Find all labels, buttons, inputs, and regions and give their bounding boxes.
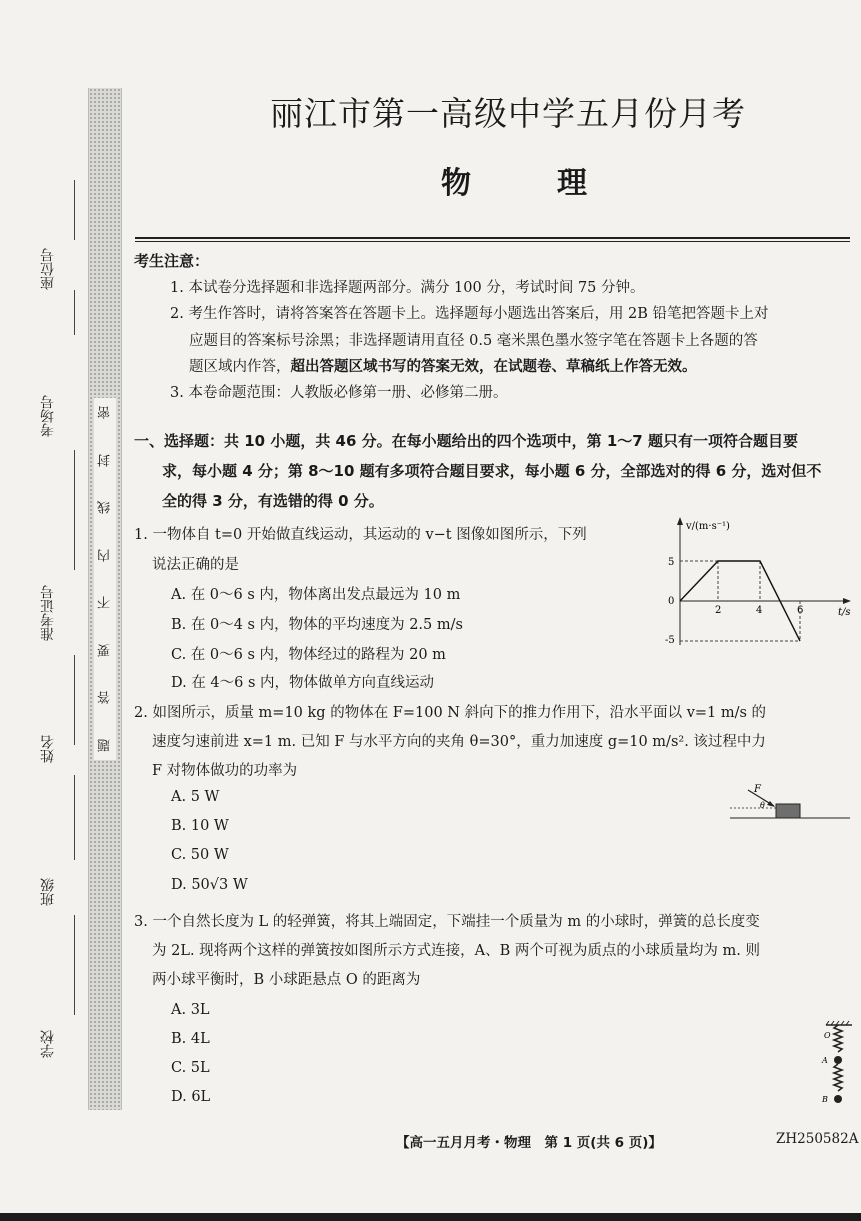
field-seat-line-2[interactable]	[74, 290, 75, 335]
field-name-label: 姓名	[40, 735, 56, 763]
q2-stem-line: F 对物体做功的功率为	[152, 763, 298, 779]
q3-stem: 3. 一个自然长度为 L 的轻弹簧，将其上端固定，下端挂一个质量为 m 的小球时，弹簧的总长度变	[134, 914, 760, 930]
q1-stem-line: 说法正确的是	[152, 557, 239, 573]
notice-item-bold: 超出答题区域书写的答案无效，在试题卷、草稿纸上作答无效。	[290, 359, 697, 375]
scan-edge	[0, 1213, 861, 1221]
field-ticket-line[interactable]	[74, 655, 75, 745]
warning-char: 要	[97, 643, 113, 657]
notice-item: 应题目的答案标号涂黑；非选择题请用直径 0.5 毫米黑色墨水签字笔在答题卡上各题的答	[189, 333, 758, 349]
notice-item-part: 题区域内作答，	[189, 359, 291, 375]
q2-option-b: B. 10 W	[171, 818, 229, 834]
warning-char: 线	[97, 501, 113, 515]
q1-option-a: A. 在 0～6 s 内，物体离出发点最远为 10 m	[171, 587, 461, 603]
notice-item: 3. 本卷命题范围：人教版必修第一册、必修第二册。	[170, 385, 508, 401]
q3-option-b: B. 4L	[171, 1031, 210, 1047]
q3-option-a: A. 3L	[171, 1002, 210, 1018]
section-heading: 一、选择题：共 10 小题，共 46 分。在每小题给出的四个选项中，第 1～7 题只有一项符合题目要	[134, 432, 798, 450]
field-seat-line[interactable]	[74, 180, 75, 240]
vt-ytick: 0	[668, 596, 675, 607]
angle-label: θ	[760, 801, 765, 810]
footer-page-info: 【高一五月月考・物理 第 1 页(共 6 页)】	[396, 1135, 662, 1151]
vt-xtick: 2	[715, 605, 722, 616]
block	[776, 804, 800, 818]
subject-title: 物 理	[441, 166, 615, 201]
field-room-line[interactable]	[74, 450, 75, 570]
q2-stem: 2. 如图所示，质量 m=10 kg 的物体在 F=100 N 斜向下的推力作用下，沿水平面以 v=1 m/s 的	[134, 705, 767, 721]
binding-warning	[94, 398, 116, 760]
q3-stem-line: 两小球平衡时，B 小球距悬点 O 的距离为	[152, 972, 421, 988]
force-label: F	[754, 784, 761, 795]
vt-ylabel: v/(m·s⁻¹)	[686, 521, 730, 532]
field-school-label: 学校	[40, 1030, 56, 1058]
header-rule	[135, 237, 850, 239]
vt-xtick: 4	[756, 605, 763, 616]
spring-lower	[834, 1064, 842, 1091]
q2-option-a: A. 5 W	[171, 789, 220, 805]
exam-title: 丽江市第一高级中学五月份月考	[270, 94, 746, 133]
ball-a	[834, 1056, 842, 1064]
q2-option-d: D. 50√3 W	[171, 877, 248, 893]
force-diagram	[728, 780, 853, 830]
warning-char: 不	[97, 596, 113, 610]
notice-item: 1. 本试卷分选择题和非选择题两部分。满分 100 分，考试时间 75 分钟。	[170, 280, 645, 296]
q1-option-c: C. 在 0～6 s 内，物体经过的路程为 20 m	[171, 647, 446, 663]
field-seat-label: 座位号	[40, 248, 56, 290]
warning-char: 密	[97, 406, 113, 419]
footer-code: ZH250582A	[776, 1131, 859, 1147]
label-o: O	[824, 1031, 831, 1040]
vt-ytick: -5	[665, 635, 675, 646]
notice-item-line	[189, 355, 697, 376]
section-heading-line: 求，每小题 4 分；第 8～10 题有多项符合题目要求，每小题 6 分，全部选对的得 6 分，选对但不	[162, 462, 822, 480]
field-ticket-label: 准考证号	[40, 585, 56, 641]
vt-xlabel: t/s	[838, 607, 851, 618]
label-b: B	[822, 1095, 828, 1104]
q1-option-b: B. 在 0～4 s 内，物体的平均速度为 2.5 m/s	[171, 617, 463, 633]
field-room-label: 考场号	[40, 395, 56, 437]
vt-xtick: 6	[797, 605, 804, 616]
warning-char: 题	[97, 738, 113, 752]
section-heading-line: 全的得 3 分，有选错的得 0 分。	[162, 492, 384, 510]
field-name-line[interactable]	[74, 775, 75, 860]
q2-stem-line: 速度匀速前进 x=1 m. 已知 F 与水平方向的夹角 θ=30°，重力加速度 g=10 m/s². 该过程中力	[152, 734, 766, 750]
notice-heading: 考生注意：	[134, 252, 210, 270]
warning-char: 答	[97, 691, 113, 705]
field-class-line[interactable]	[74, 915, 75, 1015]
vt-graph	[660, 515, 855, 655]
vt-y-arrow	[677, 517, 683, 525]
spring-upper	[834, 1025, 842, 1052]
field-class-label: 班级	[40, 878, 56, 906]
vt-ytick: 5	[668, 557, 675, 568]
ball-b	[834, 1095, 842, 1103]
q1-stem: 1. 一物体自 t=0 开始做直线运动，其运动的 v−t 图像如图所示，下列	[134, 527, 587, 543]
warning-char: 内	[97, 548, 113, 562]
q3-option-d: D. 6L	[171, 1089, 211, 1105]
notice-item: 2. 考生作答时，请将答案答在答题卡上。选择题每小题选出答案后，用 2B 铅笔把答题卡上对	[170, 306, 769, 322]
warning-char: 封	[97, 453, 113, 467]
q3-stem-line: 为 2L. 现将两个这样的弹簧按如图所示方式连接，A、B 两个可视为质点的小球质量均为 m. 则	[152, 943, 760, 959]
header-rule-thin	[135, 241, 850, 242]
label-a: A	[822, 1056, 828, 1065]
q1-option-d: D. 在 4～6 s 内，物体做单方向直线运动	[171, 675, 435, 691]
q3-option-c: C. 5L	[171, 1060, 210, 1076]
spring-diagram	[816, 1020, 856, 1110]
q2-option-c: C. 50 W	[171, 847, 229, 863]
vt-x-arrow	[843, 598, 851, 604]
